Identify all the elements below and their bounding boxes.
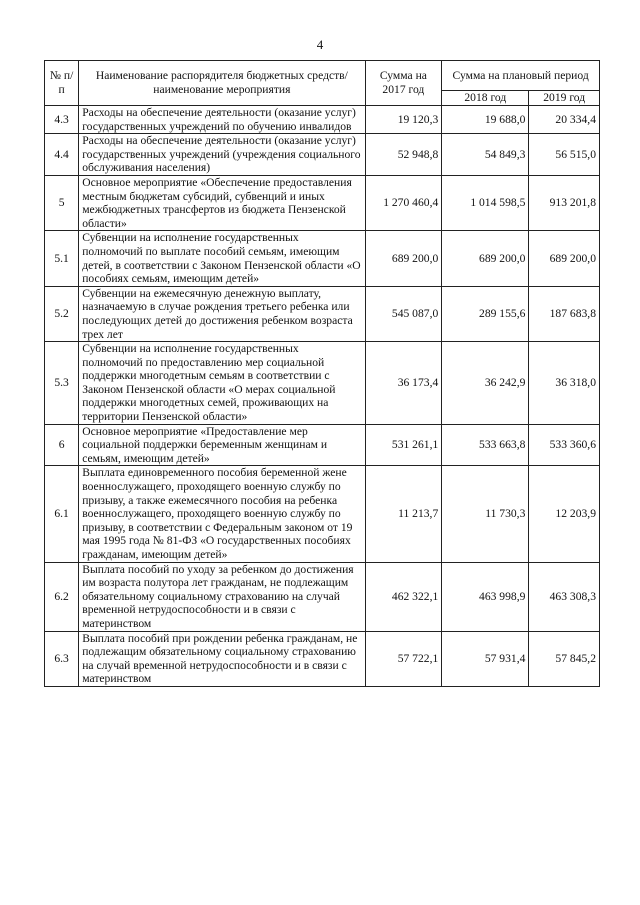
table-row xyxy=(45,175,600,230)
row-sum-2019: 36 318,0 xyxy=(529,342,600,425)
row-sum-2017: 36 173,4 xyxy=(365,342,442,425)
row-sum-2019: 187 683,8 xyxy=(529,286,600,341)
row-sum-2018: 36 242,9 xyxy=(442,342,529,425)
row-sum-2017: 531 261,1 xyxy=(365,424,442,466)
row-name: Выплата пособий по уходу за ребенком до достижения им возраста полутора лет гражданам, не подлежащим обязательному социальному страхованию на случай временной нетрудоспособности и в связи с материнством xyxy=(79,562,365,631)
row-name: Субвенции на ежемесячную денежную выплату, назначаемую в случае рождения третьего ребенка или последующих детей до достижения ребенком возраста трех лет xyxy=(79,286,365,341)
row-number: 4.3 xyxy=(45,106,79,134)
row-sum-2018: 19 688,0 xyxy=(442,106,529,134)
row-sum-2019: 57 845,2 xyxy=(529,631,600,686)
row-name: Основное мероприятие «Обеспечение предоставления местным бюджетам субсидий, субвенций и иных межбюджетных трансфертов из бюджета Пензенской области» xyxy=(79,175,365,230)
row-name: Основное мероприятие «Предоставление мер социальной поддержки беременным женщинам и семьям, имеющим детей» xyxy=(79,424,365,466)
row-name: Субвенции на исполнение государственных полномочий по выплате пособий семьям, имеющим детей, в соответствии с Законом Пензенской области «О пособиях семьям, имеющим детей» xyxy=(79,231,365,286)
header-num: № п/п xyxy=(45,61,79,106)
table-row xyxy=(45,562,600,631)
row-sum-2017: 57 722,1 xyxy=(365,631,442,686)
table-header xyxy=(45,61,600,106)
row-sum-2018: 289 155,6 xyxy=(442,286,529,341)
row-sum-2017: 1 270 460,4 xyxy=(365,175,442,230)
row-sum-2019: 12 203,9 xyxy=(529,466,600,562)
row-number: 4.4 xyxy=(45,134,79,176)
row-sum-2019: 463 308,3 xyxy=(529,562,600,631)
table-row xyxy=(45,342,600,425)
row-sum-2019: 689 200,0 xyxy=(529,231,600,286)
budget-table xyxy=(44,60,600,687)
page-number: 4 xyxy=(316,37,324,52)
header-name: Наименование распорядителя бюджетных средств/наименование мероприятия xyxy=(79,61,365,106)
row-number: 5.2 xyxy=(45,286,79,341)
row-number: 5.3 xyxy=(45,342,79,425)
table-row xyxy=(45,631,600,686)
table-row xyxy=(45,134,600,176)
table-row xyxy=(45,231,600,286)
header-planned-period: Сумма на плановый период xyxy=(442,61,600,91)
row-number: 6.3 xyxy=(45,631,79,686)
table-body xyxy=(45,106,600,687)
table-row xyxy=(45,424,600,466)
table-row xyxy=(45,286,600,341)
row-sum-2019: 20 334,4 xyxy=(529,106,600,134)
row-sum-2018: 689 200,0 xyxy=(442,231,529,286)
row-name: Расходы на обеспечение деятельности (оказание услуг) государственных учреждений по обучению инвалидов xyxy=(79,106,365,134)
row-sum-2018: 57 931,4 xyxy=(442,631,529,686)
row-sum-2018: 463 998,9 xyxy=(442,562,529,631)
row-name: Субвенции на исполнение государственных полномочий по предоставлению мер социальной поддержки многодетным семьям в соответствии с Законом Пензенской области «О мерах социальной поддержки многодетных семей, проживающих на территории Пензенской области» xyxy=(79,342,365,425)
row-sum-2018: 11 730,3 xyxy=(442,466,529,562)
row-name: Выплата единовременного пособия беременной жене военнослужащего, проходящего военную службу по призыву, а также ежемесячного пособия на ребенка военнослужащего, проходящего военную службу по призыву, в соответствии с Федеральным законом от 19 мая 1995 года № 81-ФЗ «О государственных пособиях гражданам, имеющим детей» xyxy=(79,466,365,562)
row-sum-2019: 533 360,6 xyxy=(529,424,600,466)
header-sum-2017: Сумма на 2017 год xyxy=(365,61,442,106)
row-number: 6 xyxy=(45,424,79,466)
row-name: Выплата пособий при рождении ребенка гражданам, не подлежащим обязательному социальному страхованию на случай временной нетрудоспособности и в связи с материнством xyxy=(79,631,365,686)
row-number: 5 xyxy=(45,175,79,230)
row-sum-2018: 54 849,3 xyxy=(442,134,529,176)
row-sum-2017: 689 200,0 xyxy=(365,231,442,286)
row-sum-2017: 545 087,0 xyxy=(365,286,442,341)
header-2019: 2019 год xyxy=(529,91,600,106)
row-number: 6.2 xyxy=(45,562,79,631)
row-sum-2017: 52 948,8 xyxy=(365,134,442,176)
row-number: 5.1 xyxy=(45,231,79,286)
header-2018: 2018 год xyxy=(442,91,529,106)
table-row xyxy=(45,106,600,134)
table-row xyxy=(45,466,600,562)
row-sum-2019: 913 201,8 xyxy=(529,175,600,230)
row-sum-2018: 1 014 598,5 xyxy=(442,175,529,230)
row-name: Расходы на обеспечение деятельности (оказание услуг) государственных учреждений (учреждения социального обслуживания населения) xyxy=(79,134,365,176)
row-sum-2017: 462 322,1 xyxy=(365,562,442,631)
row-number: 6.1 xyxy=(45,466,79,562)
row-sum-2017: 11 213,7 xyxy=(365,466,442,562)
row-sum-2017: 19 120,3 xyxy=(365,106,442,134)
row-sum-2019: 56 515,0 xyxy=(529,134,600,176)
row-sum-2018: 533 663,8 xyxy=(442,424,529,466)
